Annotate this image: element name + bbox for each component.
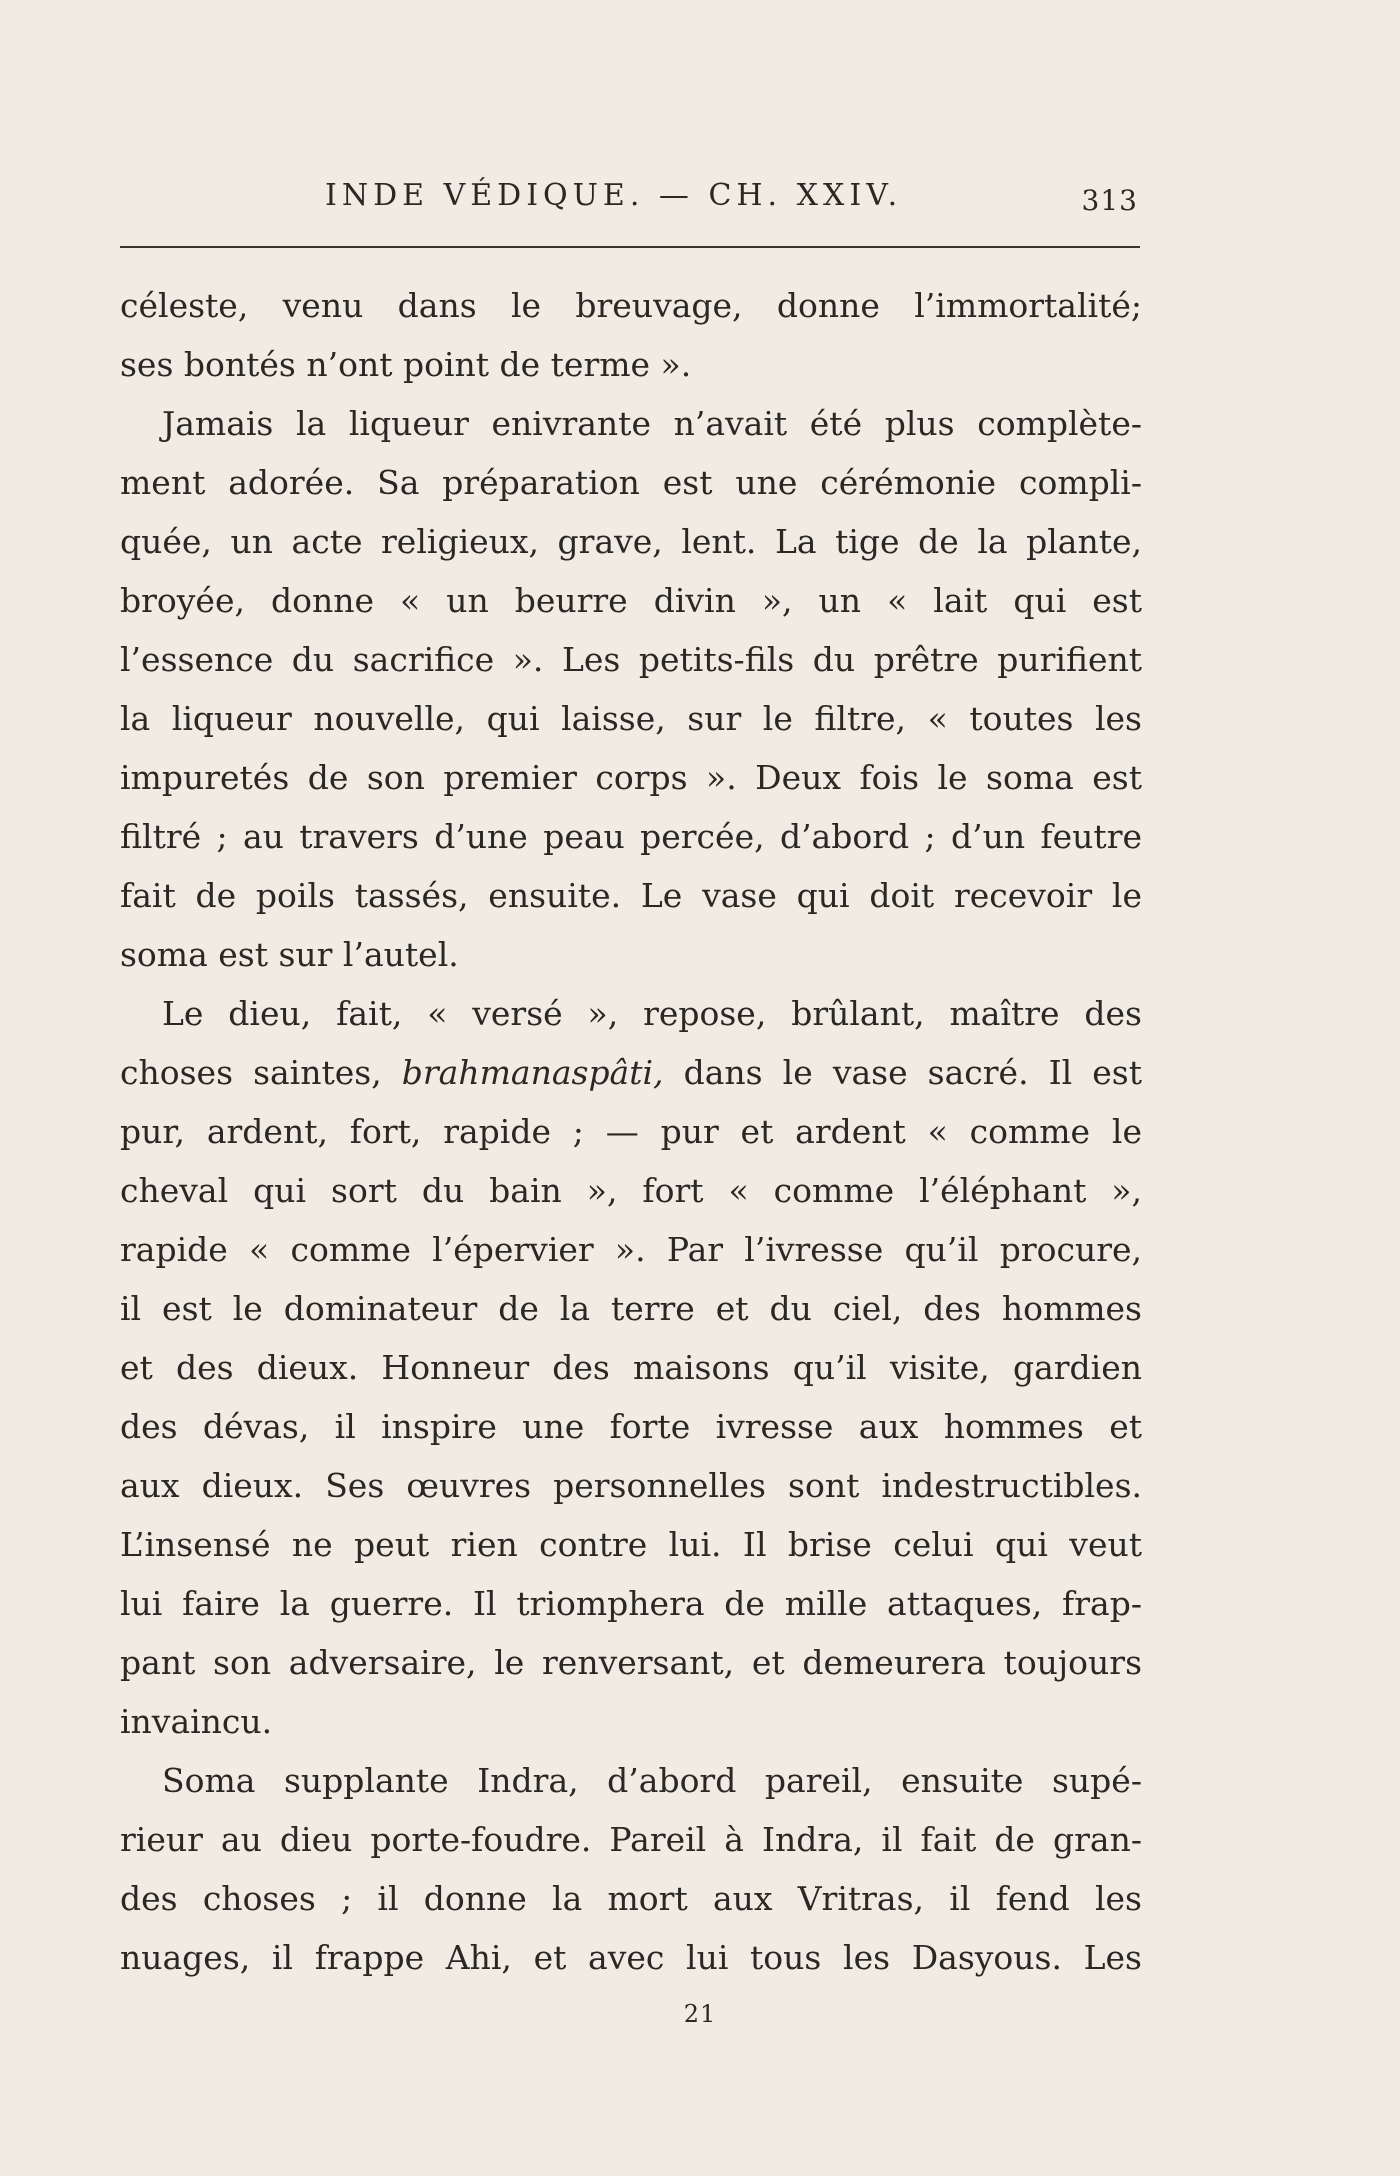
text-line: et des dieux. Honneur des maisons qu’il visite, gardien [120, 1348, 1142, 1387]
text-line: aux dieux. Ses œuvres personnelles sont indestructibles. [120, 1466, 1142, 1505]
text-line: quée, un acte religieux, grave, lent. La tige de la plante, [120, 522, 1142, 561]
text-line: broyée, donne « un beurre divin », un « lait qui est [120, 581, 1142, 620]
text-line: soma est sur l’autel. [120, 935, 459, 974]
text-line: la liqueur nouvelle, qui laisse, sur le filtre, « toutes les [120, 699, 1142, 738]
text-segment: choses saintes, [120, 1053, 382, 1092]
italic-term: brahmanaspâti, [401, 1053, 664, 1092]
text-segment: dans le vase sacré. Il est [683, 1053, 1142, 1092]
text-line: rieur au dieu porte-foudre. Pareil à Indra, il fait de gran- [120, 1820, 1142, 1859]
text-line: pant son adversaire, le renversant, et demeurera toujours [120, 1643, 1142, 1682]
paragraph-start-line: Le dieu, fait, « versé », repose, brûlant, maître des [162, 994, 1142, 1033]
text-line: céleste, venu dans le breuvage, donne l’immortalité; [120, 286, 1142, 325]
text-line: lui faire la guerre. Il triomphera de mille attaques, frap- [120, 1584, 1142, 1623]
text-line: filtré ; au travers d’une peau percée, d’abord ; d’un feutre [120, 817, 1142, 856]
text-line: des choses ; il donne la mort aux Vritras, il fend les [120, 1879, 1142, 1918]
text-line: ment adorée. Sa préparation est une cérémonie compli- [120, 463, 1142, 502]
text-line: L’insensé ne peut rien contre lui. Il brise celui qui veut [120, 1525, 1142, 1564]
text-line: impuretés de son premier corps ». Deux fois le soma est [120, 758, 1142, 797]
page-number: 313 [1081, 184, 1138, 217]
signature-mark: 21 [683, 2000, 717, 2028]
text-line: l’essence du sacrifice ». Les petits-fils du prêtre purifient [120, 640, 1142, 679]
text-line: rapide « comme l’épervier ». Par l’ivresse qu’il procure, [120, 1230, 1142, 1269]
header-rule [120, 246, 1140, 248]
text-line: pur, ardent, fort, rapide ; — pur et ardent « comme le [120, 1112, 1142, 1151]
running-title: INDE VÉDIQUE. — CH. XXIV. [325, 178, 903, 213]
text-line: ses bontés n’ont point de terme ». [120, 345, 692, 384]
text-line: invaincu. [120, 1702, 273, 1741]
paragraph-start-line: Jamais la liqueur enivrante n’avait été plus complète- [162, 404, 1142, 443]
text-line: cheval qui sort du bain », fort « comme l’éléphant », [120, 1171, 1142, 1210]
text-line [120, 1043, 1142, 1102]
body-text [120, 276, 1142, 1987]
text-line: il est le dominateur de la terre et du ciel, des hommes [120, 1289, 1142, 1328]
text-line: des dévas, il inspire une forte ivresse aux hommes et [120, 1407, 1142, 1446]
text-line: fait de poils tassés, ensuite. Le vase qui doit recevoir le [120, 876, 1142, 915]
text-line: nuages, il frappe Ahi, et avec lui tous les Dasyous. Les [120, 1938, 1142, 1977]
running-head [120, 170, 1140, 220]
paragraph-start-line: Soma supplante Indra, d’abord pareil, ensuite supé- [162, 1761, 1142, 1800]
